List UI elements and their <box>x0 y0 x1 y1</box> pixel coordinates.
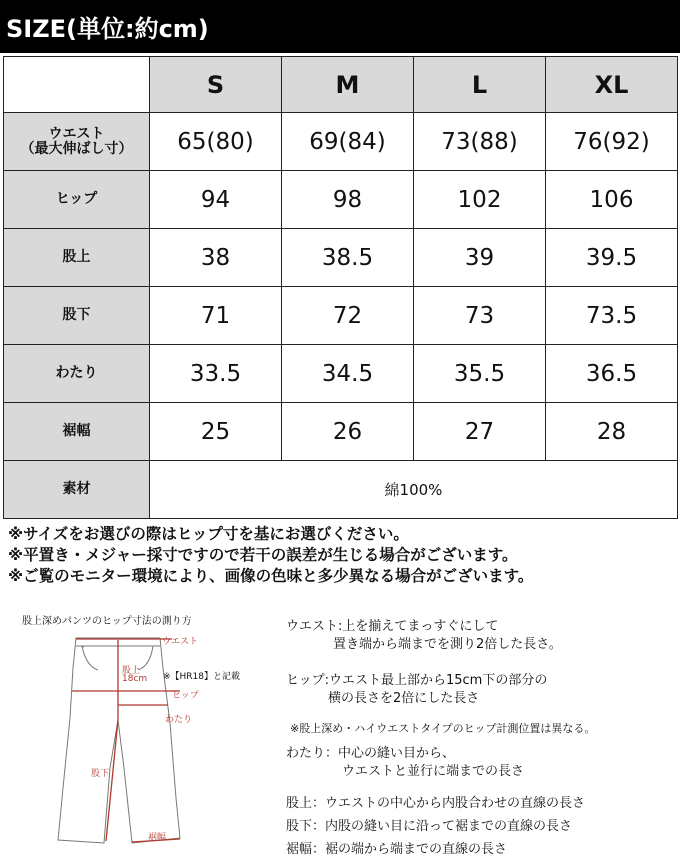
row-label-thigh: わたり <box>4 345 150 403</box>
table-row-hip <box>4 171 678 229</box>
explanation-line: わたり：中心の縫い目から、 <box>286 746 456 761</box>
row-label-rise: 股上 <box>4 229 150 287</box>
size-header-row <box>4 57 678 113</box>
row-label-waist <box>4 113 150 171</box>
size-header-m: M <box>282 57 414 113</box>
explanation-hip <box>286 672 678 708</box>
explanation-hem: 裾幅：裾の端から端までの直線の長さ <box>286 842 508 857</box>
table-cell: 39 <box>414 229 546 287</box>
explanation-line: 置き端から端までを測り2倍した長さ。 <box>333 637 562 652</box>
table-cell: 26 <box>282 403 414 461</box>
row-label-waist-line1: ウエスト <box>48 125 105 142</box>
table-cell: 25 <box>150 403 282 461</box>
explanation-line: ウエスト:上を揃えてまっすぐにして <box>286 619 499 634</box>
table-cell: 34.5 <box>282 345 414 403</box>
material-value: 綿100% <box>150 461 678 519</box>
explanation-waist <box>286 618 678 654</box>
table-cell: 36.5 <box>546 345 678 403</box>
table-cell: 73 <box>414 287 546 345</box>
diagram-title: 股上深めパンツのヒップ寸法の測り方 <box>22 616 192 627</box>
diagram-label-waist: ウエスト <box>162 637 199 647</box>
note-line: ※サイズをお選びの際はヒップ寸を基にお選びください。 <box>8 525 409 543</box>
explanation-line: 横の長さを2倍にした長さ <box>328 691 480 706</box>
page-title: SIZE(単位:約cm) <box>6 15 209 43</box>
table-cell: 73(88) <box>414 113 546 171</box>
explanation-inseam: 股下：内股の縫い目に沿って裾までの直線の長さ <box>286 819 573 834</box>
table-cell: 27 <box>414 403 546 461</box>
row-label-material: 素材 <box>4 461 150 519</box>
explanation-rise: 股上：ウエストの中心から内股合わせの直線の長さ <box>286 796 586 811</box>
diagram-label-hip: ヒップ <box>172 691 199 701</box>
explanation-line: ヒップ:ウエスト最上部から15cm下の部分の <box>286 673 548 688</box>
table-cell: 38.5 <box>282 229 414 287</box>
table-row-waist <box>4 113 678 171</box>
table-cell: 28 <box>546 403 678 461</box>
table-row-hem <box>4 403 678 461</box>
note-line: ※ご覧のモニター環境により、画像の色味と多少異なる場合がございます。 <box>8 567 534 585</box>
table-cell: 76(92) <box>546 113 678 171</box>
diagram-label-rise-value: 18cm <box>122 674 148 684</box>
table-cell: 72 <box>282 287 414 345</box>
pants-outline <box>58 638 180 843</box>
table-row-material <box>4 461 678 519</box>
size-header-l: L <box>414 57 546 113</box>
diagram-label-thigh: わたり <box>165 715 193 725</box>
explanation-line: ウエストと並行に端までの長さ <box>342 764 525 779</box>
table-cell: 102 <box>414 171 546 229</box>
table-cell: 38 <box>150 229 282 287</box>
table-cell: 69(84) <box>282 113 414 171</box>
table-cell: 65(80) <box>150 113 282 171</box>
title-bar <box>0 0 680 53</box>
pants-diagram <box>20 608 270 863</box>
diagram-label-rise: 股上 <box>122 666 141 676</box>
diagram-hr-note: ※【HR18】と記載 <box>163 672 241 682</box>
size-header-xl: XL <box>546 57 678 113</box>
table-cell: 73.5 <box>546 287 678 345</box>
note-line: ※平置き・メジャー採寸ですので若干の誤差が生じる場合がございます。 <box>8 546 518 564</box>
explanation-thigh <box>286 745 678 781</box>
table-cell: 33.5 <box>150 345 282 403</box>
notes <box>8 524 676 587</box>
row-label-hip: ヒップ <box>4 171 150 229</box>
row-label-waist-line2: （最大伸ばし寸） <box>20 140 133 157</box>
table-cell: 94 <box>150 171 282 229</box>
row-label-inseam: 股下 <box>4 287 150 345</box>
diagram-label-inseam: 股下 <box>91 769 110 779</box>
table-cell: 71 <box>150 287 282 345</box>
table-cell: 39.5 <box>546 229 678 287</box>
row-label-hem: 裾幅 <box>4 403 150 461</box>
explanation-hip-note: ※股上深め・ハイウエストタイプのヒップ計測位置は異なる。 <box>290 722 596 735</box>
table-cell: 106 <box>546 171 678 229</box>
diagram-label-hem: 裾幅 <box>148 833 167 843</box>
table-cell: 35.5 <box>414 345 546 403</box>
table-row-thigh <box>4 345 678 403</box>
size-header-s: S <box>150 57 282 113</box>
table-cell: 98 <box>282 171 414 229</box>
size-table <box>3 56 678 519</box>
table-row-inseam <box>4 287 678 345</box>
table-corner-cell <box>4 57 150 113</box>
table-row-rise <box>4 229 678 287</box>
